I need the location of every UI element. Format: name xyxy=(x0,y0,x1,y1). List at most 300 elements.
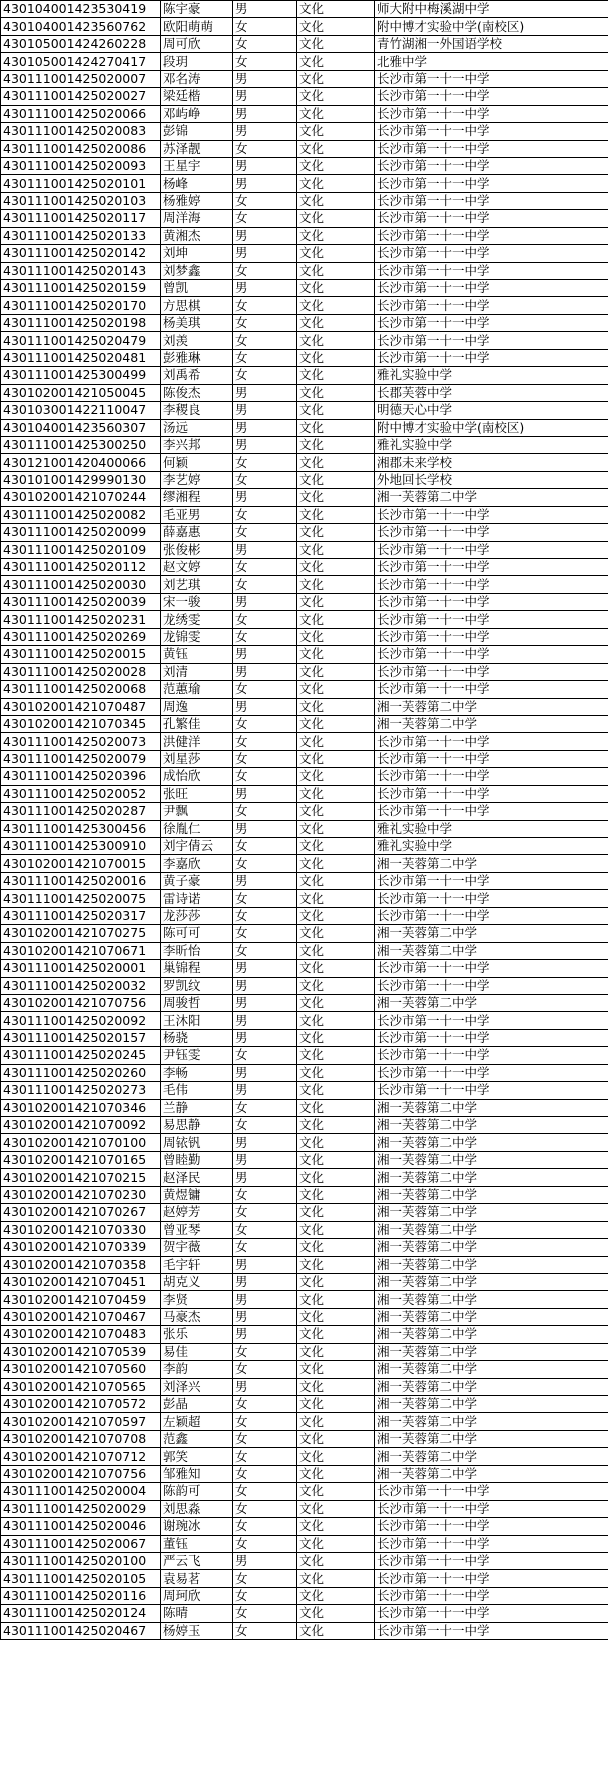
name-cell: 左颖超 xyxy=(161,1413,233,1430)
table-row xyxy=(1,471,608,488)
category-cell: 文化 xyxy=(297,803,375,820)
name-cell: 刘坤 xyxy=(161,245,233,262)
gender-cell: 男 xyxy=(233,88,297,105)
gender-cell: 女 xyxy=(233,803,297,820)
school-cell: 长沙市第一十一中学 xyxy=(375,890,608,907)
name-cell: 王星宇 xyxy=(161,157,233,174)
exam-id-cell: 430111001425020142 xyxy=(1,245,161,262)
name-cell: 刘艺琪 xyxy=(161,576,233,593)
school-cell: 长沙市第一十一中学 xyxy=(375,157,608,174)
name-cell: 曾睦勤 xyxy=(161,1151,233,1168)
table-row xyxy=(1,559,608,576)
category-cell: 文化 xyxy=(297,1221,375,1238)
category-cell: 文化 xyxy=(297,1448,375,1465)
category-cell: 文化 xyxy=(297,506,375,523)
exam-id-cell: 430111001425020016 xyxy=(1,872,161,889)
category-cell: 文化 xyxy=(297,715,375,732)
table-row xyxy=(1,1099,608,1116)
school-cell: 湘一芙蓉第二中学 xyxy=(375,855,608,872)
name-cell: 易佳 xyxy=(161,1343,233,1360)
category-cell: 文化 xyxy=(297,1483,375,1500)
name-cell: 周骏哲 xyxy=(161,994,233,1011)
name-cell: 何颖 xyxy=(161,454,233,471)
table-row xyxy=(1,402,608,419)
name-cell: 马豪杰 xyxy=(161,1308,233,1325)
name-cell: 周可欣 xyxy=(161,35,233,52)
gender-cell: 女 xyxy=(233,297,297,314)
exam-id-cell: 430102001421070275 xyxy=(1,925,161,942)
category-cell: 文化 xyxy=(297,663,375,680)
gender-cell: 女 xyxy=(233,1430,297,1447)
school-cell: 长沙市第一十一中学 xyxy=(375,1587,608,1604)
exam-id-cell: 430102001421070267 xyxy=(1,1204,161,1221)
name-cell: 黄子豪 xyxy=(161,872,233,889)
table-row xyxy=(1,489,608,506)
school-cell: 湘一芙蓉第二中学 xyxy=(375,1326,608,1343)
name-cell: 陈俊杰 xyxy=(161,384,233,401)
gender-cell: 女 xyxy=(233,750,297,767)
gender-cell: 女 xyxy=(233,1361,297,1378)
table-row xyxy=(1,1500,608,1517)
table-row xyxy=(1,994,608,1011)
table-row xyxy=(1,314,608,331)
table-row xyxy=(1,698,608,715)
school-cell: 湘一芙蓉第二中学 xyxy=(375,1413,608,1430)
exam-id-cell: 430102001421070244 xyxy=(1,489,161,506)
table-row xyxy=(1,349,608,366)
name-cell: 刘梦鑫 xyxy=(161,262,233,279)
category-cell: 文化 xyxy=(297,1622,375,1639)
exam-id-cell: 430111001425020481 xyxy=(1,349,161,366)
name-cell: 张乐 xyxy=(161,1326,233,1343)
gender-cell: 女 xyxy=(233,140,297,157)
gender-cell: 女 xyxy=(233,367,297,384)
category-cell: 文化 xyxy=(297,1308,375,1325)
gender-cell: 男 xyxy=(233,820,297,837)
school-cell: 长沙市第一十一中学 xyxy=(375,960,608,977)
category-cell: 文化 xyxy=(297,314,375,331)
exam-id-cell: 430111001425020029 xyxy=(1,1500,161,1517)
exam-id-cell: 430102001421070339 xyxy=(1,1239,161,1256)
school-cell: 长沙市第一十一中学 xyxy=(375,506,608,523)
gender-cell: 男 xyxy=(233,419,297,436)
gender-cell: 男 xyxy=(233,123,297,140)
exam-id-cell: 430111001425020157 xyxy=(1,1029,161,1046)
category-cell: 文化 xyxy=(297,1396,375,1413)
table-row xyxy=(1,88,608,105)
exam-id-cell: 430111001425020198 xyxy=(1,314,161,331)
gender-cell: 女 xyxy=(233,1343,297,1360)
school-cell: 长沙市第一十一中学 xyxy=(375,872,608,889)
table-row xyxy=(1,157,608,174)
category-cell: 文化 xyxy=(297,872,375,889)
gender-cell: 男 xyxy=(233,175,297,192)
category-cell: 文化 xyxy=(297,1047,375,1064)
school-cell: 湘一芙蓉第二中学 xyxy=(375,1378,608,1395)
table-row xyxy=(1,1273,608,1290)
exam-id-cell: 430102001421070100 xyxy=(1,1134,161,1151)
category-cell: 文化 xyxy=(297,611,375,628)
name-cell: 刘思淼 xyxy=(161,1500,233,1517)
table-row xyxy=(1,332,608,349)
gender-cell: 女 xyxy=(233,1570,297,1587)
category-cell: 文化 xyxy=(297,1430,375,1447)
exam-id-cell: 430111001425020079 xyxy=(1,750,161,767)
category-cell: 文化 xyxy=(297,593,375,610)
table-row xyxy=(1,1378,608,1395)
name-cell: 张俊彬 xyxy=(161,541,233,558)
exam-id-cell: 430111001425020066 xyxy=(1,105,161,122)
category-cell: 文化 xyxy=(297,925,375,942)
exam-id-cell: 430105001424260228 xyxy=(1,35,161,52)
table-row xyxy=(1,681,608,698)
school-cell: 湘一芙蓉第二中学 xyxy=(375,1343,608,1360)
gender-cell: 女 xyxy=(233,1186,297,1203)
category-cell: 文化 xyxy=(297,977,375,994)
name-cell: 李韵 xyxy=(161,1361,233,1378)
category-cell: 文化 xyxy=(297,1570,375,1587)
category-cell: 文化 xyxy=(297,1605,375,1622)
exam-id-cell: 430111001425020092 xyxy=(1,1012,161,1029)
exam-id-cell: 430103001422110047 xyxy=(1,402,161,419)
gender-cell: 男 xyxy=(233,402,297,419)
category-cell: 文化 xyxy=(297,35,375,52)
category-cell: 文化 xyxy=(297,1413,375,1430)
name-cell: 薛嘉惠 xyxy=(161,524,233,541)
category-cell: 文化 xyxy=(297,1326,375,1343)
school-cell: 长沙市第一十一中学 xyxy=(375,1518,608,1535)
school-cell: 湘一芙蓉第二中学 xyxy=(375,942,608,959)
table-row xyxy=(1,1605,608,1622)
name-cell: 周洋海 xyxy=(161,210,233,227)
table-row xyxy=(1,367,608,384)
school-cell: 湘一芙蓉第二中学 xyxy=(375,1256,608,1273)
name-cell: 毛亚男 xyxy=(161,506,233,523)
school-cell: 长沙市第一十一中学 xyxy=(375,1605,608,1622)
school-cell: 湘一芙蓉第二中学 xyxy=(375,1117,608,1134)
category-cell: 文化 xyxy=(297,436,375,453)
table-row xyxy=(1,1343,608,1360)
exam-id-cell: 430111001425020015 xyxy=(1,646,161,663)
gender-cell: 女 xyxy=(233,628,297,645)
gender-cell: 男 xyxy=(233,227,297,244)
name-cell: 易思静 xyxy=(161,1117,233,1134)
name-cell: 赵婷芳 xyxy=(161,1204,233,1221)
exam-id-cell: 430111001425020133 xyxy=(1,227,161,244)
table-row xyxy=(1,1064,608,1081)
name-cell: 黄钰 xyxy=(161,646,233,663)
table-row xyxy=(1,1413,608,1430)
gender-cell: 男 xyxy=(233,541,297,558)
school-cell: 湘一芙蓉第二中学 xyxy=(375,715,608,732)
table-row xyxy=(1,1483,608,1500)
school-cell: 湘一芙蓉第二中学 xyxy=(375,1448,608,1465)
category-cell: 文化 xyxy=(297,1256,375,1273)
school-cell: 附中博才实验中学(南校区) xyxy=(375,419,608,436)
gender-cell: 女 xyxy=(233,1099,297,1116)
name-cell: 徐胤仁 xyxy=(161,820,233,837)
name-cell: 刘禹希 xyxy=(161,367,233,384)
table-row xyxy=(1,611,608,628)
school-cell: 湘一芙蓉第二中学 xyxy=(375,1361,608,1378)
gender-cell: 女 xyxy=(233,1500,297,1517)
exam-id-cell: 430102001421070712 xyxy=(1,1448,161,1465)
school-cell: 长沙市第一十一中学 xyxy=(375,1552,608,1569)
category-cell: 文化 xyxy=(297,1239,375,1256)
exam-id-cell: 430111001425020007 xyxy=(1,70,161,87)
gender-cell: 女 xyxy=(233,1448,297,1465)
category-cell: 文化 xyxy=(297,1500,375,1517)
name-cell: 谢琬冰 xyxy=(161,1518,233,1535)
exam-id-cell: 430101001429990130 xyxy=(1,471,161,488)
gender-cell: 女 xyxy=(233,838,297,855)
category-cell: 文化 xyxy=(297,245,375,262)
exam-id-cell: 430102001421070671 xyxy=(1,942,161,959)
gender-cell: 男 xyxy=(233,1169,297,1186)
category-cell: 文化 xyxy=(297,1587,375,1604)
gender-cell: 男 xyxy=(233,977,297,994)
exam-id-cell: 430111001425020099 xyxy=(1,524,161,541)
name-cell: 周铱钒 xyxy=(161,1134,233,1151)
gender-cell: 女 xyxy=(233,210,297,227)
exam-id-cell: 430111001425020093 xyxy=(1,157,161,174)
name-cell: 龙绣雯 xyxy=(161,611,233,628)
exam-id-cell: 430111001425020067 xyxy=(1,1535,161,1552)
school-cell: 长沙市第一十一中学 xyxy=(375,663,608,680)
exam-id-cell: 430121001420400066 xyxy=(1,454,161,471)
name-cell: 李嘉欣 xyxy=(161,855,233,872)
category-cell: 文化 xyxy=(297,681,375,698)
school-cell: 北雅中学 xyxy=(375,53,608,70)
exam-id-cell: 430102001421070330 xyxy=(1,1221,161,1238)
exam-id-cell: 430111001425020032 xyxy=(1,977,161,994)
category-cell: 文化 xyxy=(297,18,375,35)
table-row xyxy=(1,820,608,837)
table-row xyxy=(1,1291,608,1308)
category-cell: 文化 xyxy=(297,646,375,663)
name-cell: 宋一骏 xyxy=(161,593,233,610)
gender-cell: 男 xyxy=(233,1134,297,1151)
name-cell: 罗凯纹 xyxy=(161,977,233,994)
table-row xyxy=(1,1186,608,1203)
table-row xyxy=(1,175,608,192)
exam-id-cell: 430102001421070756 xyxy=(1,1465,161,1482)
table-row xyxy=(1,663,608,680)
gender-cell: 女 xyxy=(233,611,297,628)
exam-id-cell: 430111001425020287 xyxy=(1,803,161,820)
gender-cell: 男 xyxy=(233,1064,297,1081)
school-cell: 长沙市第一十一中学 xyxy=(375,628,608,645)
table-row xyxy=(1,105,608,122)
category-cell: 文化 xyxy=(297,855,375,872)
table-row xyxy=(1,210,608,227)
table-row xyxy=(1,838,608,855)
category-cell: 文化 xyxy=(297,1012,375,1029)
category-cell: 文化 xyxy=(297,471,375,488)
table-row xyxy=(1,35,608,52)
table-row xyxy=(1,768,608,785)
category-cell: 文化 xyxy=(297,70,375,87)
exam-id-cell: 430102001421070597 xyxy=(1,1413,161,1430)
exam-id-cell: 430102001421070483 xyxy=(1,1326,161,1343)
category-cell: 文化 xyxy=(297,750,375,767)
gender-cell: 男 xyxy=(233,785,297,802)
category-cell: 文化 xyxy=(297,489,375,506)
exam-id-cell: 430111001425020396 xyxy=(1,768,161,785)
exam-id-cell: 430111001425020109 xyxy=(1,541,161,558)
category-cell: 文化 xyxy=(297,1204,375,1221)
table-row xyxy=(1,123,608,140)
exam-id-cell: 430111001425020068 xyxy=(1,681,161,698)
table-row xyxy=(1,733,608,750)
exam-id-cell: 430111001425300499 xyxy=(1,367,161,384)
table-row xyxy=(1,1134,608,1151)
gender-cell: 女 xyxy=(233,332,297,349)
school-cell: 长沙市第一十一中学 xyxy=(375,803,608,820)
school-cell: 湘一芙蓉第二中学 xyxy=(375,994,608,1011)
exam-id-cell: 430102001421070451 xyxy=(1,1273,161,1290)
category-cell: 文化 xyxy=(297,1552,375,1569)
gender-cell: 男 xyxy=(233,960,297,977)
school-cell: 长沙市第一十一中学 xyxy=(375,1012,608,1029)
school-cell: 长沙市第一十一中学 xyxy=(375,192,608,209)
table-row xyxy=(1,1308,608,1325)
category-cell: 文化 xyxy=(297,785,375,802)
name-cell: 黄湘杰 xyxy=(161,227,233,244)
school-cell: 附中博才实验中学(南校区) xyxy=(375,18,608,35)
school-cell: 湘一芙蓉第二中学 xyxy=(375,1273,608,1290)
category-cell: 文化 xyxy=(297,733,375,750)
table-row xyxy=(1,384,608,401)
gender-cell: 女 xyxy=(233,1413,297,1430)
gender-cell: 男 xyxy=(233,1378,297,1395)
gender-cell: 女 xyxy=(233,733,297,750)
school-cell: 外地回长学校 xyxy=(375,471,608,488)
exam-id-cell: 430111001425020001 xyxy=(1,960,161,977)
gender-cell: 女 xyxy=(233,681,297,698)
name-cell: 洪健洋 xyxy=(161,733,233,750)
name-cell: 苏泽靓 xyxy=(161,140,233,157)
name-cell: 兰静 xyxy=(161,1099,233,1116)
school-cell: 长沙市第一十一中学 xyxy=(375,70,608,87)
category-cell: 文化 xyxy=(297,541,375,558)
school-cell: 长郡芙蓉中学 xyxy=(375,384,608,401)
name-cell: 张旺 xyxy=(161,785,233,802)
exam-id-cell: 430104001423530419 xyxy=(1,1,161,18)
gender-cell: 男 xyxy=(233,1256,297,1273)
table-row xyxy=(1,1047,608,1064)
name-cell: 陈宇豪 xyxy=(161,1,233,18)
gender-cell: 女 xyxy=(233,454,297,471)
category-cell: 文化 xyxy=(297,175,375,192)
gender-cell: 男 xyxy=(233,646,297,663)
school-cell: 湘一芙蓉第二中学 xyxy=(375,1186,608,1203)
exam-id-cell: 430111001425020075 xyxy=(1,890,161,907)
table-row xyxy=(1,646,608,663)
name-cell: 李兴邦 xyxy=(161,436,233,453)
school-cell: 湘一芙蓉第二中学 xyxy=(375,1099,608,1116)
name-cell: 刘宇倩云 xyxy=(161,838,233,855)
name-cell: 王沐阳 xyxy=(161,1012,233,1029)
school-cell: 湘一芙蓉第二中学 xyxy=(375,489,608,506)
exam-id-cell: 430111001425020101 xyxy=(1,175,161,192)
name-cell: 严云飞 xyxy=(161,1552,233,1569)
gender-cell: 女 xyxy=(233,1221,297,1238)
category-cell: 文化 xyxy=(297,1099,375,1116)
exam-id-cell: 430111001425020117 xyxy=(1,210,161,227)
school-cell: 湘一芙蓉第二中学 xyxy=(375,1396,608,1413)
category-cell: 文化 xyxy=(297,1465,375,1482)
exam-id-cell: 430102001421070487 xyxy=(1,698,161,715)
table-row xyxy=(1,785,608,802)
gender-cell: 男 xyxy=(233,1273,297,1290)
category-cell: 文化 xyxy=(297,367,375,384)
exam-id-cell: 430111001425020030 xyxy=(1,576,161,593)
category-cell: 文化 xyxy=(297,942,375,959)
name-cell: 缪湘程 xyxy=(161,489,233,506)
school-cell: 雅礼实验中学 xyxy=(375,838,608,855)
name-cell: 方思棋 xyxy=(161,297,233,314)
school-cell: 雅礼实验中学 xyxy=(375,367,608,384)
table-row xyxy=(1,419,608,436)
table-row xyxy=(1,262,608,279)
school-cell: 长沙市第一十一中学 xyxy=(375,1029,608,1046)
exam-id-cell: 430111001425020112 xyxy=(1,559,161,576)
name-cell: 尹钰雯 xyxy=(161,1047,233,1064)
name-cell: 邹雅知 xyxy=(161,1465,233,1482)
category-cell: 文化 xyxy=(297,227,375,244)
school-cell: 长沙市第一十一中学 xyxy=(375,1570,608,1587)
gender-cell: 女 xyxy=(233,471,297,488)
gender-cell: 女 xyxy=(233,576,297,593)
table-row xyxy=(1,1361,608,1378)
table-row xyxy=(1,1204,608,1221)
category-cell: 文化 xyxy=(297,454,375,471)
category-cell: 文化 xyxy=(297,1186,375,1203)
gender-cell: 男 xyxy=(233,280,297,297)
name-cell: 龙莎莎 xyxy=(161,907,233,924)
name-cell: 贺宇薇 xyxy=(161,1239,233,1256)
category-cell: 文化 xyxy=(297,402,375,419)
name-cell: 陈可可 xyxy=(161,925,233,942)
table-row xyxy=(1,1012,608,1029)
category-cell: 文化 xyxy=(297,384,375,401)
table-row xyxy=(1,524,608,541)
name-cell: 赵泽民 xyxy=(161,1169,233,1186)
school-cell: 长沙市第一十一中学 xyxy=(375,541,608,558)
exam-id-cell: 430111001425020082 xyxy=(1,506,161,523)
exam-id-cell: 430102001421070345 xyxy=(1,715,161,732)
category-cell: 文化 xyxy=(297,1518,375,1535)
school-cell: 长沙市第一十一中学 xyxy=(375,750,608,767)
table-row xyxy=(1,750,608,767)
exam-id-cell: 430111001425300250 xyxy=(1,436,161,453)
category-cell: 文化 xyxy=(297,838,375,855)
table-row xyxy=(1,1117,608,1134)
school-cell: 湘一芙蓉第二中学 xyxy=(375,1151,608,1168)
category-cell: 文化 xyxy=(297,1291,375,1308)
school-cell: 长沙市第一十一中学 xyxy=(375,1535,608,1552)
name-cell: 梁廷楷 xyxy=(161,88,233,105)
gender-cell: 男 xyxy=(233,698,297,715)
category-cell: 文化 xyxy=(297,820,375,837)
exam-id-cell: 430111001425020004 xyxy=(1,1483,161,1500)
school-cell: 长沙市第一十一中学 xyxy=(375,576,608,593)
school-cell: 明德天心中学 xyxy=(375,402,608,419)
exam-id-cell: 430111001425300456 xyxy=(1,820,161,837)
exam-id-cell: 430111001425020046 xyxy=(1,1518,161,1535)
table-row xyxy=(1,140,608,157)
